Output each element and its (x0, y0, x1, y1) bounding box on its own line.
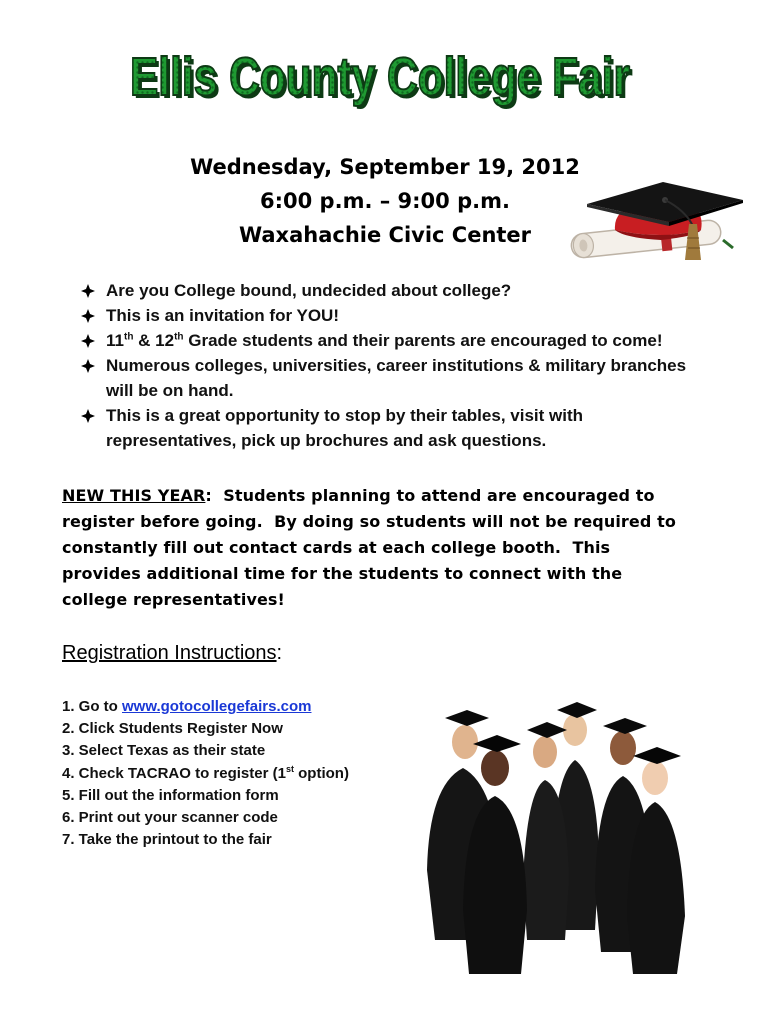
heading-colon: : (276, 642, 283, 664)
diamond-bullet-icon (80, 408, 96, 424)
bullet-text-line: This is a great opportunity to stop by their tables, visit with (106, 406, 583, 425)
diamond-bullet-icon (80, 283, 96, 299)
paragraph-text: Students planning to attend are encouraged to (211, 486, 655, 505)
title-banner (120, 40, 640, 110)
diamond-bullet-icon (80, 333, 96, 349)
title-shadow: Ellis County College Fair (133, 50, 633, 110)
list-item (62, 763, 402, 785)
paragraph-line (62, 483, 712, 509)
step-text: option) (293, 764, 349, 782)
list-item: 2. Click Students Register Now (62, 720, 283, 738)
paragraph-line: provides additional time for the students to connect with the (62, 564, 623, 583)
list-item: 3. Select Texas as their state (62, 742, 266, 760)
ordinal-suffix: st (285, 763, 294, 774)
ordinal-suffix: th (174, 331, 184, 343)
graduate-figure (627, 747, 685, 974)
graduate-figure (463, 735, 527, 974)
registration-heading (62, 640, 282, 666)
title-banner-art (120, 40, 640, 110)
new-this-year-label: NEW THIS YEAR (62, 486, 206, 505)
step-text: 4. Check TACRAO to register (1 (62, 764, 286, 782)
college-fairs-link[interactable]: www.gotocollegefairs.com (122, 698, 312, 715)
step-text: 1. Go to (62, 698, 122, 715)
event-location: Waxahachie Civic Center (238, 223, 532, 247)
list-item (80, 328, 730, 353)
event-details (150, 150, 620, 252)
page-title: Ellis County College Fair (130, 47, 630, 107)
bullet-text: This is an invitation for YOU! (106, 306, 339, 325)
diamond-bullet-icon (80, 308, 96, 324)
list-item: 6. Print out your scanner code (62, 809, 278, 827)
list-item (62, 696, 402, 718)
graduates-photo (405, 690, 705, 978)
bullet-text-line: representatives, pick up brochures and ask questions. (106, 431, 547, 450)
diamond-bullet-icon (80, 358, 96, 374)
graduation-cap-diploma-icon (565, 178, 750, 270)
event-time: 6:00 p.m. – 9:00 p.m. (260, 189, 510, 213)
paragraph-line: college representatives! (62, 590, 285, 609)
list-item (80, 278, 730, 303)
list-item (80, 353, 730, 403)
bullet-text-rest: Grade students and their parents are encouraged to come! (183, 331, 663, 350)
label-colon: : (205, 486, 212, 505)
grade-11: 11 (106, 331, 124, 350)
ordinal-suffix: th (123, 331, 134, 343)
paragraph-line: constantly fill out contact cards at each college booth. This (62, 538, 611, 557)
list-item (80, 403, 730, 453)
new-this-year-paragraph (62, 483, 712, 613)
bullet-text: Are you College bound, undecided about college? (106, 281, 512, 300)
graduate-figure (523, 722, 569, 940)
invitation-bullets (80, 278, 730, 453)
bullet-text-line: will be on hand. (106, 381, 234, 400)
list-item: 7. Take the printout to the fair (62, 831, 272, 849)
bullet-text-line: Numerous colleges, universities, career institutions & military branches (106, 356, 687, 375)
list-item: 5. Fill out the information form (62, 786, 279, 804)
grade-12: & 12 (133, 331, 175, 350)
list-item (80, 303, 730, 328)
paragraph-line: register before going. By doing so students will not be required to (62, 512, 676, 531)
event-date: Wednesday, September 19, 2012 (190, 155, 580, 179)
bullet-text (106, 331, 662, 350)
registration-heading-text: Registration Instructions (62, 642, 277, 664)
registration-steps (62, 696, 402, 851)
